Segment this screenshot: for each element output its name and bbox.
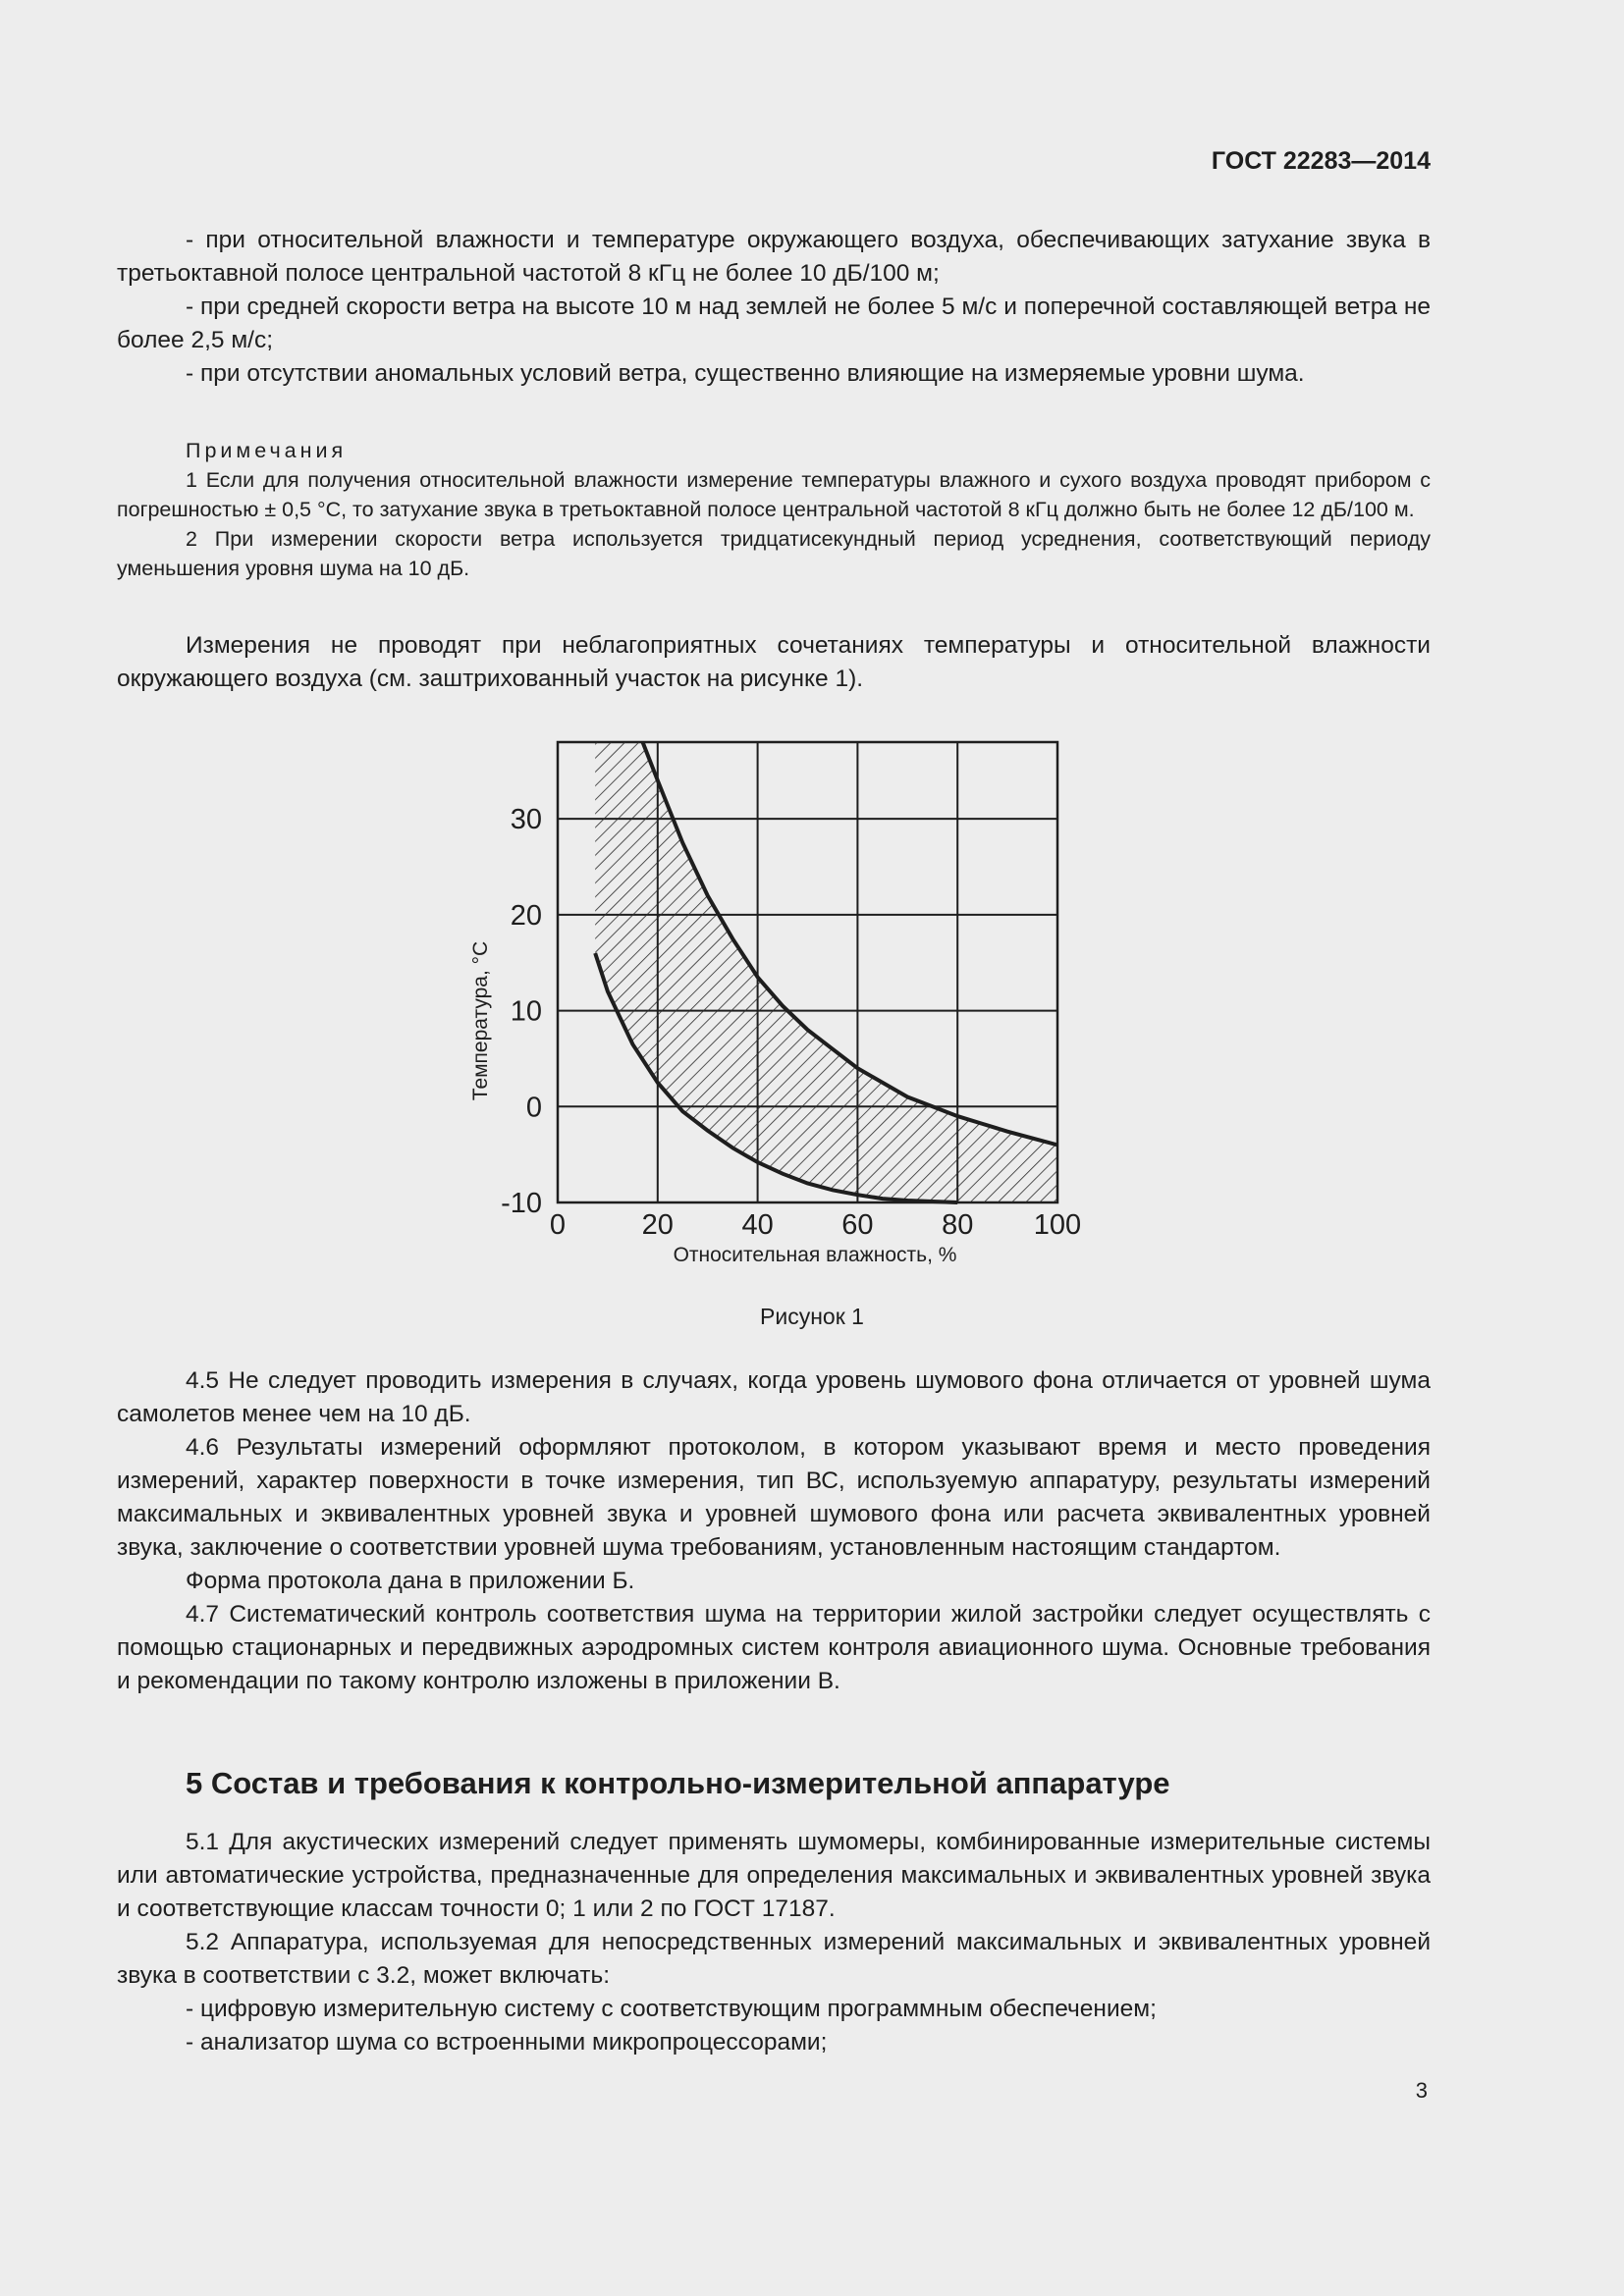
paragraph-5-1: 5.1 Для акустических измерений следует применять шумомеры, комбинированные измерительные системы или автоматические устройства, предназначенные для определения максимальных и эквивалентных уровней звука и соответствующие классам точности 0; 1 или 2 по ГОСТ 17187. bbox=[117, 1829, 1431, 1922]
paragraph-4-5: 4.5 Не следует проводить измерения в случаях, когда уровень шумового фона отличается от уровней шума самолетов менее чем на 10 дБ. bbox=[117, 1367, 1431, 1427]
note-item: 1 Если для получения относительной влажности измерение температуры влажного и сухого воздуха проводят прибором с погрешностью ± 0,5 °С, то затухание звука в третьоктавной полосе центральной частотой 8 кГц должно быть не более 12 дБ/100 м. bbox=[117, 468, 1431, 521]
figure-caption: Рисунок 1 bbox=[760, 1304, 864, 1329]
section-5-title: 5 Состав и требования к контрольно-измерительной аппаратуре bbox=[186, 1766, 1170, 1800]
condition-item: - при относительной влажности и температуре окружающего воздуха, обеспечивающих затухание звука в третьоктавной полосе центральной частотой 8 кГц не более 10 дБ/100 м; bbox=[117, 227, 1431, 287]
paragraph-4-7: 4.7 Систематический контроль соответствия шума на территории жилой застройки следует осуществлять с помощью стационарных и передвижных аэродромных систем контроля авиационного шума. Основные требования и рекомендации по такому контролю изложены в приложении В. bbox=[117, 1601, 1431, 1694]
x-axis-label: Относительная влажность, % bbox=[673, 1244, 957, 1266]
list-item: - цифровую измерительную систему с соответствующим программным обеспечением; bbox=[186, 1996, 1157, 2022]
x-tick-label: 60 bbox=[841, 1209, 874, 1241]
x-tick-label: 20 bbox=[641, 1209, 674, 1241]
condition-item: - при отсутствии аномальных условий ветра, существенно влияющие на измеряемые уровни шума. bbox=[186, 360, 1305, 387]
y-tick-label: -10 bbox=[501, 1188, 542, 1219]
x-tick-label: 100 bbox=[1033, 1209, 1082, 1241]
intro-conditions bbox=[117, 224, 1431, 391]
measurement-paragraph-block bbox=[117, 629, 1431, 696]
list-item: - анализатор шума со встроенными микропроцессорами; bbox=[186, 2029, 828, 2056]
document-header: ГОСТ 22283—2014 bbox=[1211, 147, 1431, 175]
y-tick-label: 10 bbox=[510, 995, 542, 1028]
paragraph-5-2: 5.2 Аппаратура, используемая для непосредственных измерений максимальных и эквивалентных уровней звука в соответствии с 3.2, может включать: bbox=[117, 1929, 1431, 1989]
y-tick-label: 0 bbox=[525, 1092, 542, 1124]
paragraph-protocol-form: Форма протокола дана в приложении Б. bbox=[186, 1568, 635, 1594]
x-tick-label: 0 bbox=[549, 1209, 567, 1241]
section-5-body bbox=[117, 1826, 1431, 2059]
condition-item: - при средней скорости ветра на высоте 10 м над землей не более 5 м/с и поперечной составляющей ветра не более 2,5 м/с; bbox=[117, 294, 1431, 353]
notes-title: Примечания bbox=[186, 439, 348, 462]
y-tick-label: 20 bbox=[510, 899, 542, 932]
paragraph-4-6: 4.6 Результаты измерений оформляют протоколом, в котором указывают время и место проведения измерений, характер поверхности в точке измерения, тип ВС, используемую аппаратуру, результаты измерений максимальных и эквивалентных уровней звука и уровней шумового фона или расчета эквивалентных уровней звука, заключение о соответствии уровней шума требованиям, установленным настоящим стандартом. bbox=[117, 1434, 1431, 1561]
measurement-paragraph: Измерения не проводят при неблагоприятных сочетаниях температуры и относительной влажности окружающего воздуха (см. заштрихованный участок на рисунке 1). bbox=[117, 632, 1431, 692]
y-axis-label: Температура, °С bbox=[469, 940, 492, 1101]
note-item: 2 При измерении скорости ветра используется тридцатисекундный период усреднения, соответствующий периоду уменьшения уровня шума на 10 дБ. bbox=[117, 527, 1431, 580]
x-tick-label: 80 bbox=[942, 1209, 974, 1241]
figure-1-chart bbox=[432, 726, 1119, 1276]
paragraphs-after bbox=[117, 1364, 1431, 1698]
x-tick-label: 40 bbox=[741, 1209, 774, 1241]
y-tick-label: 30 bbox=[510, 804, 542, 836]
page-number: 3 bbox=[1415, 2078, 1428, 2103]
shaded-region bbox=[595, 742, 1057, 1202]
notes-block bbox=[117, 436, 1431, 583]
